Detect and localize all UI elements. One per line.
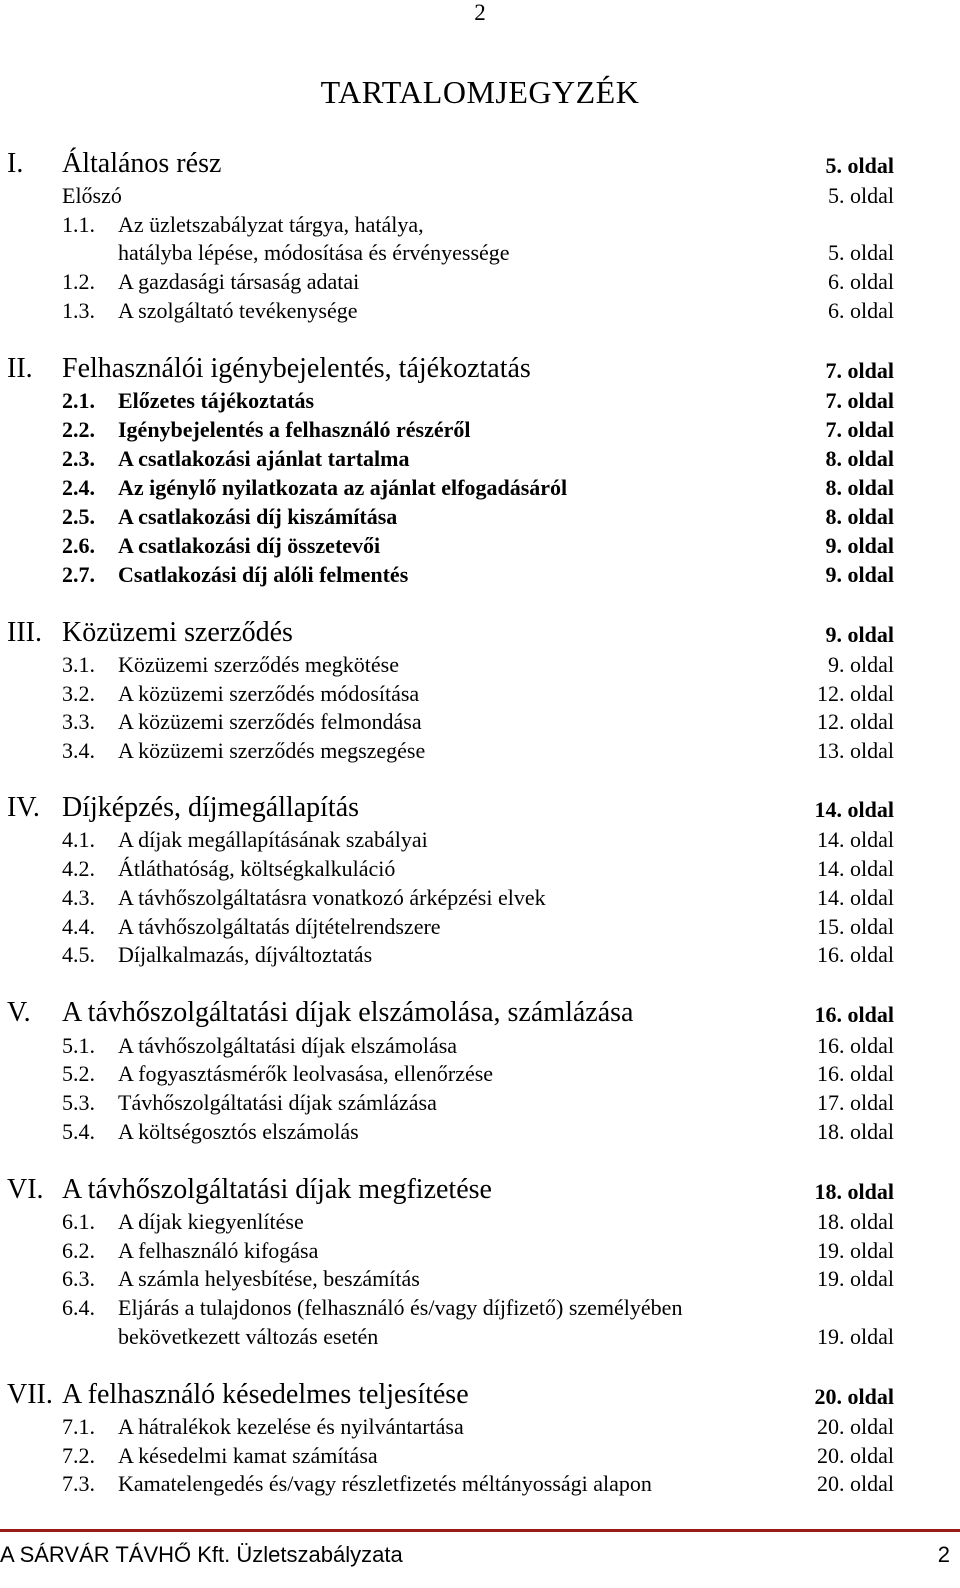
toc-entry [0,681,960,708]
toc-entry [0,388,960,415]
entry-number: 2.4. [62,475,95,500]
entry-title: Igénybejelentés a felhasználó részéről [118,417,471,442]
entry-title: Előszó [62,183,122,208]
entry-title: Eljárás a tulajdonos (felhasználó és/vagy díjfizető) személyében [118,1295,683,1320]
entry-title: A csatlakozási díj összetevői [118,533,381,558]
toc-entry [0,827,960,854]
chapter-page: 5. oldal [825,153,894,178]
entry-number: 7.1. [62,1414,95,1439]
toc-entry [0,298,960,325]
toc-entry [0,417,960,444]
entry-number: 4.4. [62,914,95,939]
entry-title: A közüzemi szerződés megszegése [118,738,426,763]
entry-page: 20. oldal [817,1443,894,1468]
chapter-title: Díjképzés, díjmegállapítás [62,792,360,823]
entry-page: 14. oldal [817,827,894,852]
entry-number: 3.3. [62,709,95,734]
chapter-roman: V. [7,997,31,1028]
chapter-title: Általános rész [62,148,222,179]
page-title: TARTALOMJEGYZÉK [320,74,640,110]
entry-title: Előzetes tájékoztatás [118,388,315,413]
entry-number: 1.2. [62,269,95,294]
entry-number: 2.6. [62,533,95,558]
entry-number: 2.2. [62,417,95,442]
entry-title: A fogyasztásmérők leolvasása, ellenőrzése [118,1061,494,1086]
entry-page: 9. oldal [825,533,894,558]
entry-number: 6.3. [62,1266,95,1291]
entry-page: 12. oldal [817,681,894,706]
chapter-title: A felhasználó késedelmes teljesítése [62,1379,469,1410]
entry-page: 18. oldal [817,1119,894,1144]
entry-title: Átláthatóság, költségkalkuláció [118,856,396,881]
chapter-title: Közüzemi szerződés [62,617,293,648]
entry-page: 13. oldal [817,738,894,763]
toc-entry [0,738,960,765]
chapter-title: Felhasználói igénybejelentés, tájékoztatás [62,353,531,384]
entry-title: A közüzemi szerződés módosítása [118,681,420,706]
entry-title: Távhőszolgáltatási díjak számlázása [118,1090,437,1115]
entry-title: A költségosztós elszámolás [118,1119,359,1144]
chapter-title: A távhőszolgáltatási díjak megfizetése [62,1174,492,1205]
toc-entry [0,212,960,239]
entry-number: 3.4. [62,738,95,763]
entry-number: 6.2. [62,1238,95,1263]
entry-page: 6. oldal [828,269,894,294]
entry-title: A csatlakozási díj kiszámítása [118,504,398,529]
entry-number: 5.2. [62,1061,95,1086]
chapter-page: 9. oldal [825,622,894,647]
toc-entry [0,856,960,883]
entry-page: 5. oldal [828,240,894,265]
toc-entry [0,504,960,531]
entry-number: 6.1. [62,1209,95,1234]
toc-chapter-7 [0,1380,960,1410]
toc-entry [0,1471,960,1498]
chapter-roman: I. [7,148,24,179]
toc-entry-continuation [0,240,960,267]
entry-page: 18. oldal [817,1209,894,1234]
entry-title: Kamatelengedés és/vagy részletfizetés méltányossági alapon [118,1471,652,1496]
toc-entry [0,1266,960,1293]
chapter-roman: IV. [7,792,40,823]
entry-number: 4.1. [62,827,95,852]
toc-entry [0,1209,960,1236]
entry-number: 5.3. [62,1090,95,1115]
entry-number: 4.2. [62,856,95,881]
toc-entry [0,1061,960,1088]
entry-page: 8. oldal [825,446,894,471]
toc-entry [0,1295,960,1322]
chapter-page: 18. oldal [814,1179,894,1204]
entry-title: A csatlakozási ajánlat tartalma [118,446,410,471]
entry-number: 4.3. [62,885,95,910]
entry-page: 19. oldal [817,1324,894,1349]
toc-entry-continuation [0,1324,960,1351]
entry-page: 16. oldal [817,1061,894,1086]
entry-title: A késedelmi kamat számítása [118,1443,378,1468]
entry-page: 7. oldal [825,388,894,413]
toc-chapter-2 [0,354,960,384]
entry-number: 2.1. [62,388,95,413]
entry-page: 14. oldal [817,856,894,881]
entry-title: A távhőszolgáltatási díjak elszámolása [118,1033,458,1058]
chapter-page: 20. oldal [814,1384,894,1409]
entry-number: 2.3. [62,446,95,471]
entry-title: Közüzemi szerződés megkötése [118,652,399,677]
entry-title: A szolgáltató tevékenysége [118,298,358,323]
entry-title: bekövetkezett változás esetén [118,1324,379,1349]
entry-number: 7.3. [62,1471,95,1496]
entry-title: A távhőszolgáltatás díjtételrendszere [118,914,441,939]
toc-entry [0,183,960,210]
footer-page-number: 2 [937,1542,950,1567]
page-number: 2 [474,0,486,25]
entry-title: Az üzletszabályzat tárgya, hatálya, [118,212,424,237]
toc-entry [0,1443,960,1470]
entry-title: A számla helyesbítése, beszámítás [118,1266,420,1291]
entry-page: 14. oldal [817,885,894,910]
entry-page: 17. oldal [817,1090,894,1115]
toc-chapter-5 [0,998,960,1028]
chapter-roman: VI. [7,1174,44,1205]
entry-title: A közüzemi szerződés felmondása [118,709,422,734]
entry-page: 20. oldal [817,1471,894,1496]
toc-entry [0,1090,960,1117]
entry-page: 12. oldal [817,709,894,734]
toc-chapter-3 [0,618,960,648]
entry-page: 9. oldal [825,562,894,587]
toc-entry [0,269,960,296]
chapter-title: A távhőszolgáltatási díjak elszámolása, számlázása [62,997,634,1028]
entry-title: A távhőszolgáltatásra vonatkozó árképzési elvek [118,885,546,910]
toc-entry [0,1238,960,1265]
toc-entry [0,562,960,589]
entry-number: 3.2. [62,681,95,706]
entry-page: 15. oldal [817,914,894,939]
toc-chapter-4 [0,793,960,823]
toc-entry [0,1414,960,1441]
entry-title: hatályba lépése, módosítása és érvényessége [118,240,510,265]
entry-number: 2.7. [62,562,95,587]
toc-entry [0,1119,960,1146]
entry-number: 1.1. [62,212,95,237]
entry-number: 3.1. [62,652,95,677]
entry-number: 7.2. [62,1443,95,1468]
entry-number: 4.5. [62,942,95,967]
chapter-page: 7. oldal [825,358,894,383]
toc-entry [0,446,960,473]
footer-divider [0,1529,960,1532]
chapter-page: 16. oldal [814,1002,894,1027]
entry-page: 7. oldal [825,417,894,442]
entry-number: 2.5. [62,504,95,529]
toc-chapter-6 [0,1175,960,1205]
entry-number: 1.3. [62,298,95,323]
entry-number: 5.4. [62,1119,95,1144]
entry-title: A hátralékok kezelése és nyilvántartása [118,1414,464,1439]
entry-page: 6. oldal [828,298,894,323]
toc-entry [0,914,960,941]
toc-entry [0,475,960,502]
toc-entry [0,885,960,912]
chapter-roman: II. [7,353,33,384]
entry-page: 8. oldal [825,504,894,529]
entry-page: 5. oldal [828,183,894,208]
entry-page: 16. oldal [817,1033,894,1058]
entry-number: 6.4. [62,1295,95,1320]
footer-document-name: A SÁRVÁR TÁVHŐ Kft. Üzletszabályzata [0,1542,403,1567]
toc-chapter-1 [0,149,960,179]
toc-entry [0,942,960,969]
toc-entry [0,533,960,560]
chapter-roman: III. [7,617,42,648]
entry-page: 19. oldal [817,1238,894,1263]
entry-title: A gazdasági társaság adatai [118,269,360,294]
entry-title: Csatlakozási díj alóli felmentés [118,562,409,587]
entry-title: A díjak megállapításának szabályai [118,827,428,852]
entry-page: 16. oldal [817,942,894,967]
entry-title: A felhasználó kifogása [118,1238,319,1263]
toc-entry [0,652,960,679]
entry-page: 9. oldal [828,652,894,677]
entry-page: 8. oldal [825,475,894,500]
toc-entry [0,709,960,736]
chapter-roman: VII. [7,1379,53,1410]
chapter-page: 14. oldal [814,797,894,822]
entry-title: A díjak kiegyenlítése [118,1209,304,1234]
entry-title: Díjalkalmazás, díjváltoztatás [118,942,373,967]
entry-page: 19. oldal [817,1266,894,1291]
toc-entry [0,1033,960,1060]
entry-title: Az igénylő nyilatkozata az ajánlat elfogadásáról [118,475,568,500]
entry-number: 5.1. [62,1033,95,1058]
entry-page: 20. oldal [817,1414,894,1439]
